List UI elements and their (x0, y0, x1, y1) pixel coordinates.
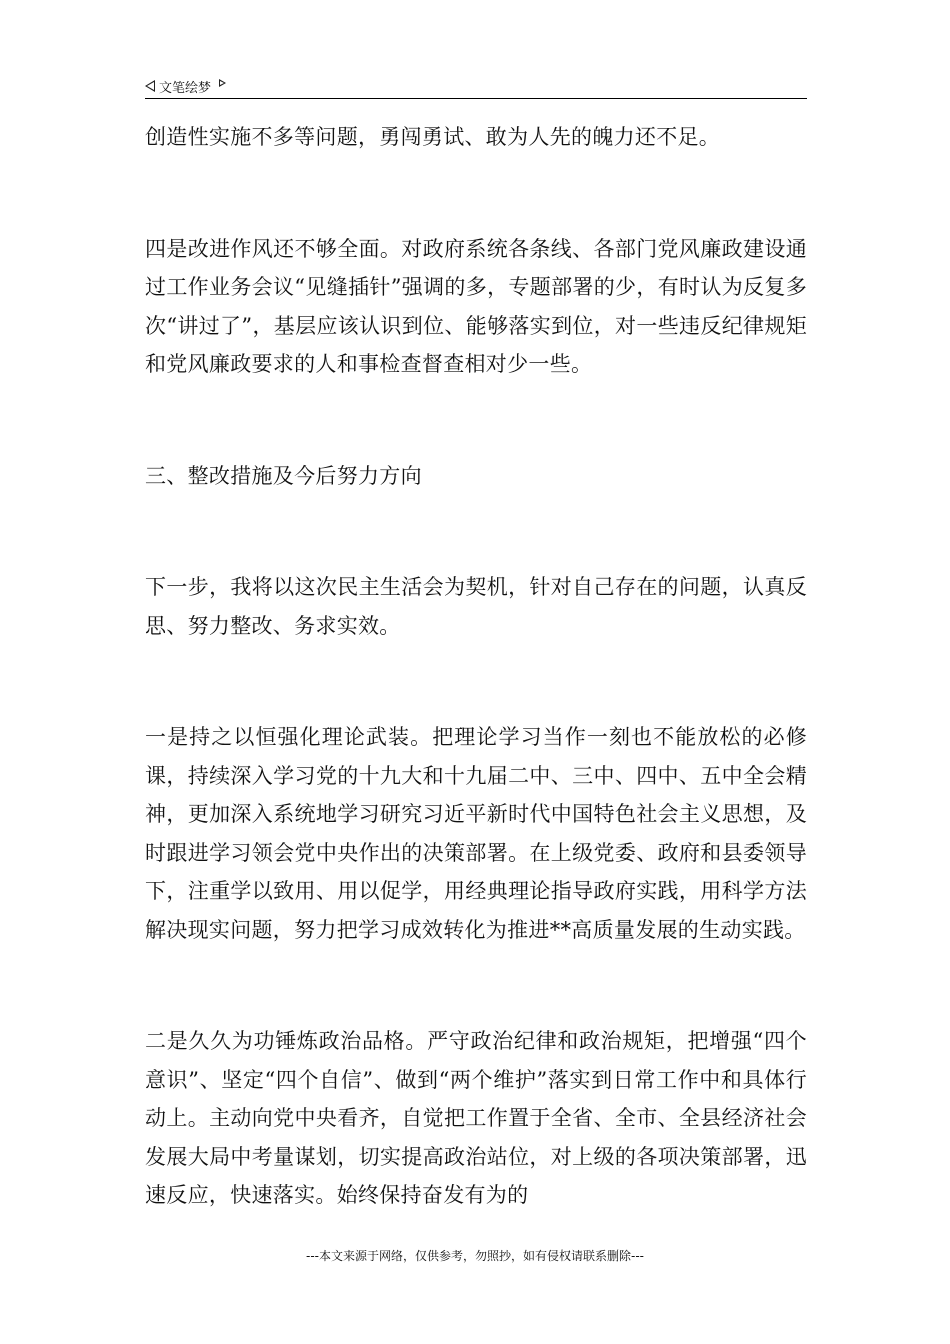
paragraph-2: 四是改进作风还不够全面。对政府系统各条线、各部门党风廉政建设通过工作业务会议“见缝插针”强调的多，专题部署的少，有时认为反复多次“讲过了”，基层应该认识到位、能够落实到位，对一些违反纪律规矩和党风廉政要求的人和事检查督查相对少一些。 (145, 236, 807, 376)
document-body (145, 118, 807, 1215)
footer-notice: ---本文来源于网络，仅供参考，勿照抄，如有侵权请联系删除--- (306, 1249, 644, 1263)
triangle-right-icon (219, 79, 226, 87)
paragraph-1: 创造性实施不多等问题，勇闯勇试、敢为人先的魄力还不足。 (145, 125, 721, 149)
header-title: 文笔绘梦 (159, 80, 212, 96)
section-heading: 三、整改措施及今后努力方向 (145, 463, 422, 488)
page-header (145, 74, 807, 99)
paragraph-4: 一是持之以恒强化理论武装。把理论学习当作一刻也不能放松的必修课，持续深入学习党的十九大和十九届二中、三中、四中、五中全会精神，更加深入系统地学习研究习近平新时代中国特色社会主义思想，及时跟进学习领会党中央作出的决策部署。在上级党委、政府和县委领导下，注重学以致用、用以促学，用经典理论指导政府实践，用科学方法解决现实问题，努力把学习成效转化为推进**高质量发展的生动实践。 (145, 725, 807, 942)
paragraph-3: 下一步，我将以这次民主生活会为契机，针对自己存在的问题，认真反思、努力整改、务求实效。 (145, 575, 807, 638)
triangle-left-icon (145, 80, 155, 92)
paragraph-5: 二是久久为功锤炼政治品格。严守政治纪律和政治规矩，把增强“四个意识”、坚定“四个自信”、做到“两个维护”落实到日常工作中和具体行动上。主动向党中央看齐，自觉把工作置于全省、全市、全县经济社会发展大局中考量谋划，切实提高政治站位，对上级的各项决策部署，迅速反应，快速落实。始终保持奋发有为的 (145, 1029, 807, 1207)
